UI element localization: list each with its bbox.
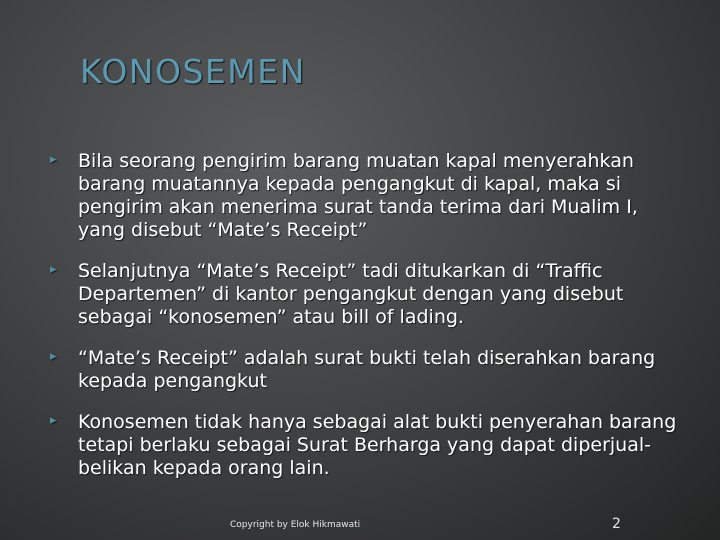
arrow-bullet-icon: ▸ [50, 152, 57, 167]
bullet-item [50, 347, 690, 393]
bullet-text: “Mate’s Receipt” adalah surat bukti telah diserahkan barang kepada pengangkut [78, 347, 656, 392]
bullet-item [50, 411, 690, 480]
bullet-text: Selanjutnya “Mate’s Receipt” tadi ditukarkan di “Traffic Departemen” di kantor pengangkut dengan yang disebut sebagai “konosemen” atau bill of lading. [78, 260, 624, 328]
bullet-text: Konosemen tidak hanya sebagai alat bukti penyerahan barang tetapi berlaku sebagai Surat Berharga yang dapat diperjual-belikan kepada orang lain. [78, 411, 677, 479]
bullet-item [50, 150, 690, 242]
slide-footer [0, 516, 720, 536]
arrow-bullet-icon: ▸ [50, 262, 57, 277]
page-number: 2 [612, 516, 621, 532]
bullet-item [50, 260, 690, 329]
arrow-bullet-icon: ▸ [50, 349, 57, 364]
bullet-list [50, 150, 690, 498]
slide-title: KONOSEMEN [80, 52, 306, 91]
footer-copyright: Copyright by Elok Hikmawati [230, 520, 361, 530]
bullet-text: Bila seorang pengirim barang muatan kapal menyerahkan barang muatannya kepada pengangkut di kapal, maka si pengirim akan menerima surat tanda terima dari Mualim I, yang disebut “Mate’s Receipt” [78, 150, 638, 241]
arrow-bullet-icon: ▸ [50, 413, 57, 428]
